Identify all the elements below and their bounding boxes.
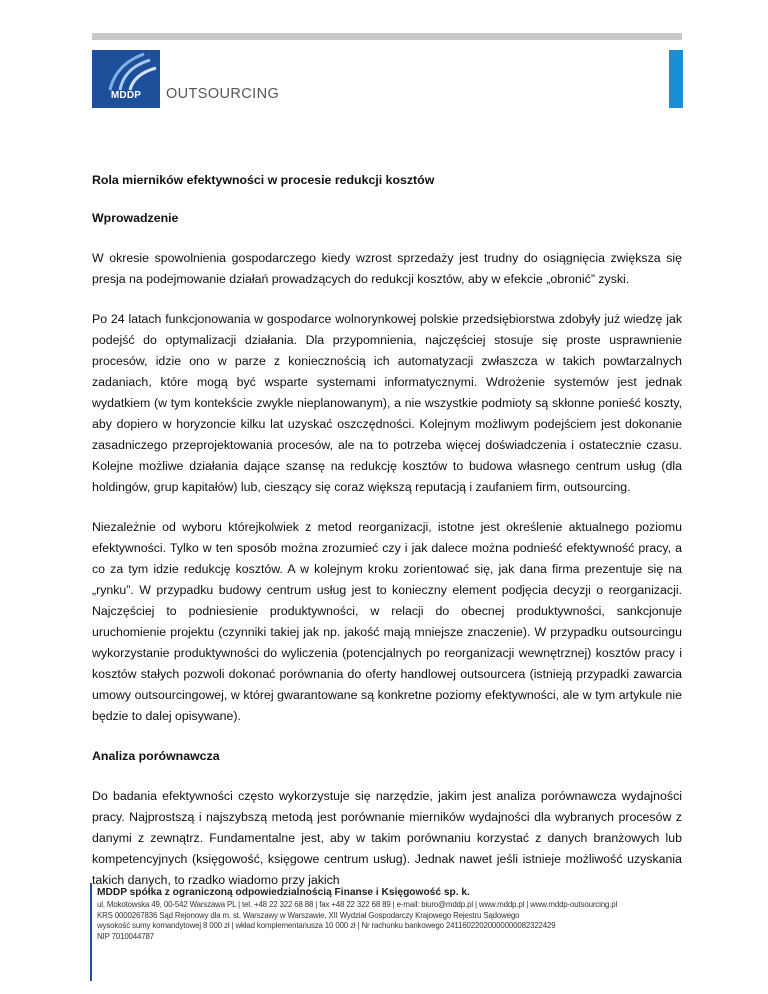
footer-divider [90,883,92,981]
company-logo [92,50,160,108]
header-accent-bar [669,50,683,108]
document-body [92,170,682,891]
document-title: Rola mierników efektywności w procesie redukcji kosztów [92,173,435,187]
logo-text: MDDP [110,90,142,101]
paragraph-1: W okresie spowolnienia gospodarczego kiedy wzrost sprzedaży jest trudny do osiągnięcia zwiększa się presja na podejmowanie działań prowadzących do redukcji kosztów, aby w efekcie „obronić” zyski. [92,251,682,286]
section-heading-comparative-analysis: Analiza porównawcza [92,749,220,763]
paragraph-3: Niezależnie od wyboru którejkolwiek z metod reorganizacji, istotne jest określenie aktualnego poziomu efektywności. Tylko w ten sposób można zrozumieć czy i jak dalece można podnieść efektywność pracy, a co za tym idzie redukcję kosztów. A w kolejnym kroku zorientować się, jak dana firma prezentuje się na „rynku”. W przypadku budowy centrum usług jest to konieczny element podjęcia decyzji o reorganizacji. Najczęściej to podniesienie produktywności, w relacji do obecnej produktywności, sankcjonuje uruchomienie projektu (czynniki takiej jak np. jakość mają mniejsze znaczenie). W przypadku outsourcingu wykorzystanie produktywności do wyliczenia (potencjalnych po reorganizacji wewnętrznej) kosztów pracy i kosztów stałych pozwoli dokonać porównania do oferty handlowej outsourcera (istnieją przypadki zawarcia umowy outsourcingowej, w której gwarantowane są konkretne poziomy efektywności, ale w tym artykule nie będzie to dalej opisywane). [92,520,682,723]
section-heading-introduction: Wprowadzenie [92,211,179,225]
footer-nip-line: NIP 7010044787 [97,931,154,941]
footer-registry-line: KRS 0000267836 Sąd Rejonowy dla m. st. Warszawy w Warszawie, XII Wydział Gospodarczy Krajowego Rejestru Sądowego [97,910,520,920]
footer-capital-line: wysokość sumy komandytowej 8 000 zł | wkład komplementariusza 10 000 zł | Nr rachunku bankowego 24116022020000000082322429 [97,921,556,930]
paragraph-4: Do badania efektywności często wykorzystuje się narzędzie, jakim jest analiza porównawcza wydajności pracy. Najprostszą i najszybszą metodą jest porównanie mierników wydajności dla wybranych procesów z danymi z zewnątrz. Fundamentalne jest, aby w takim porównaniu korzystać z danych branżowych lub kompetencyjnych (księgowość, księgowe centrum usług). Jednak nawet jeśli istnieje możliwość uzyskania takich danych, to rzadko wiadomo przy jakich [92,789,682,887]
header-top-bar [92,33,682,40]
footer-contact-line: ul. Mokotowska 49, 00-542 Warszawa PL | tel. +48 22 322 68 88 | fax +48 22 322 68 89 | e-mail: biuro@mddp.pl | www.mddp.pl | www.mddp-outsourcing.pl [97,900,618,909]
logo-subtitle: OUTSOURCING [166,86,280,102]
footer [97,886,697,942]
footer-company-name: MDDP spółka z ograniczoną odpowiedzialnością Finanse i Księgowość sp. k. [97,887,470,898]
paragraph-2: Po 24 latach funkcjonowania w gospodarce wolnorynkowej polskie przedsiębiorstwa zdobyły już wiedzę jak podejść do optymalizacji działania. Dla przypomnienia, najczęściej stosuje się proste usprawnienie procesów, idzie ono w parze z koniecznością ich automatyzacji zwłaszcza w takich powtarzalnych zadaniach, które mogą być wsparte systemami informatycznymi. Wdrożenie systemów jest jednak wydatkiem (w tym kontekście zwykle nieplanowanym), a nie wszystkie podmioty są skłonne ponieść koszty, aby dopiero w horyzoncie kilku lat uzyskać oszczędności. Kolejnym możliwym podejściem jest dokonanie zasadniczego przeprojektowania procesów, ale na to potrzeba więcej doświadczenia i ostatecznie czasu. Kolejne możliwe działania dające szansę na redukcję kosztów to budowa własnego centrum usług (dla holdingów, grup kapitałów) lub, cieszący się coraz większą reputacją i zaufaniem firm, outsourcing. [92,312,682,494]
